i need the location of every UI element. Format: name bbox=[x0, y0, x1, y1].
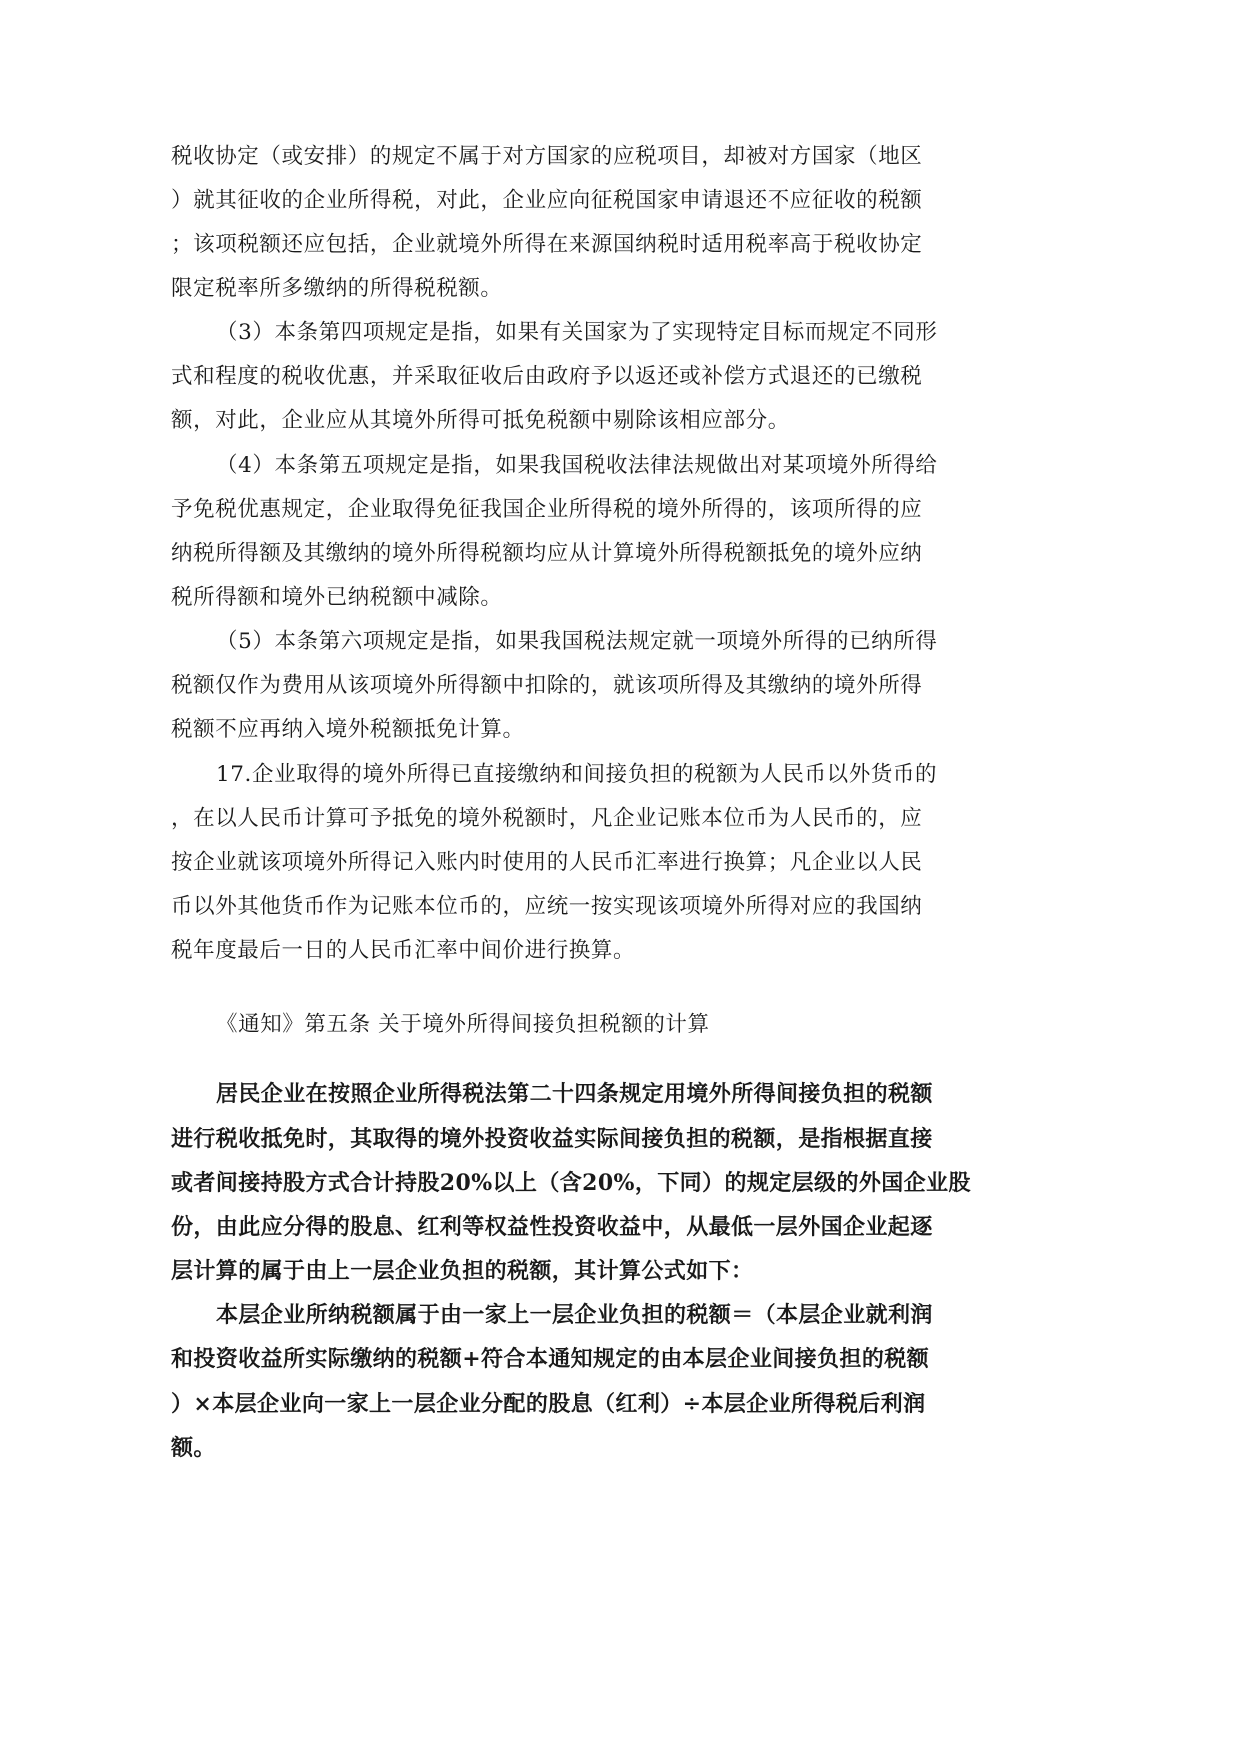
text-line: 式和程度的税收优惠，并采取征收后由政府予以返还或补偿方式退还的已缴税 bbox=[171, 364, 923, 389]
text-line: ）就其征收的企业所得税，对此，企业应向征税国家申请退还不应征收的税额 bbox=[171, 188, 923, 213]
text-line: 税额不应再纳入境外税额抵免计算。 bbox=[171, 717, 525, 742]
text-line: 按企业就该项境外所得记入账内时使用的人民币汇率进行换算；凡企业以人民 bbox=[171, 850, 923, 875]
text-line: 税所得额和境外已纳税额中减除。 bbox=[171, 585, 503, 610]
formula-line: 本层企业所纳税额属于由一家上一层企业负担的税额＝（本层企业就利润 bbox=[216, 1302, 933, 1328]
formula-line: ）×本层企业向一家上一层企业分配的股息（红利）÷本层企业所得税后利润 bbox=[171, 1391, 926, 1417]
text-line: 或者间接持股方式合计持股20%以上（含20%，下同）的规定层级的外国企业股 bbox=[171, 1170, 971, 1196]
formula-line: 和投资收益所实际缴纳的税额+符合本通知规定的由本层企业间接负担的税额 bbox=[171, 1346, 930, 1372]
formula-line: 额。 bbox=[171, 1435, 216, 1461]
text-line: 进行税收抵免时，其取得的境外投资收益实际间接负担的税额，是指根据直接 bbox=[171, 1126, 933, 1152]
text-line: 份，由此应分得的股息、红利等权益性投资收益中，从最低一层外国企业起逐 bbox=[171, 1214, 933, 1240]
text-line: 层计算的属于由上一层企业负担的税额，其计算公式如下： bbox=[171, 1258, 754, 1284]
text-line: （4）本条第五项规定是指，如果我国税收法律法规做出对某项境外所得给 bbox=[216, 453, 938, 478]
text-line: （5）本条第六项规定是指，如果我国税法规定就一项境外所得的已纳所得 bbox=[216, 629, 938, 654]
text-line: 纳税所得额及其缴纳的境外所得税额均应从计算境外所得税额抵免的境外应纳 bbox=[171, 541, 923, 566]
text-line: 17.企业取得的境外所得已直接缴纳和间接负担的税额为人民币以外货币的 bbox=[216, 762, 938, 787]
text-line: 额，对此，企业应从其境外所得可抵免税额中剔除该相应部分。 bbox=[171, 408, 790, 433]
text-line: ；该项税额还应包括，企业就境外所得在来源国纳税时适用税率高于税收协定 bbox=[171, 232, 923, 257]
text-line: 税额仅作为费用从该项境外所得额中扣除的，就该项所得及其缴纳的境外所得 bbox=[171, 673, 923, 698]
text-line: 居民企业在按照企业所得税法第二十四条规定用境外所得间接负担的税额 bbox=[216, 1081, 933, 1107]
text-line: ，在以人民币计算可予抵免的境外税额时，凡企业记账本位币为人民币的，应 bbox=[171, 806, 923, 831]
text-line: （3）本条第四项规定是指，如果有关国家为了实现特定目标而规定不同形 bbox=[216, 320, 938, 345]
text-line: 税年度最后一日的人民币汇率中间价进行换算。 bbox=[171, 938, 636, 963]
text-line: 限定税率所多缴纳的所得税税额。 bbox=[171, 276, 503, 301]
text-line: 税收协定（或安排）的规定不属于对方国家的应税项目，却被对方国家（地区 bbox=[171, 144, 923, 169]
section-heading: 《通知》第五条 关于境外所得间接负担税额的计算 bbox=[216, 1012, 710, 1037]
text-line: 币以外其他货币作为记账本位币的，应统一按实现该项境外所得对应的我国纳 bbox=[171, 894, 923, 919]
text-line: 予免税优惠规定，企业取得免征我国企业所得税的境外所得的，该项所得的应 bbox=[171, 497, 923, 522]
